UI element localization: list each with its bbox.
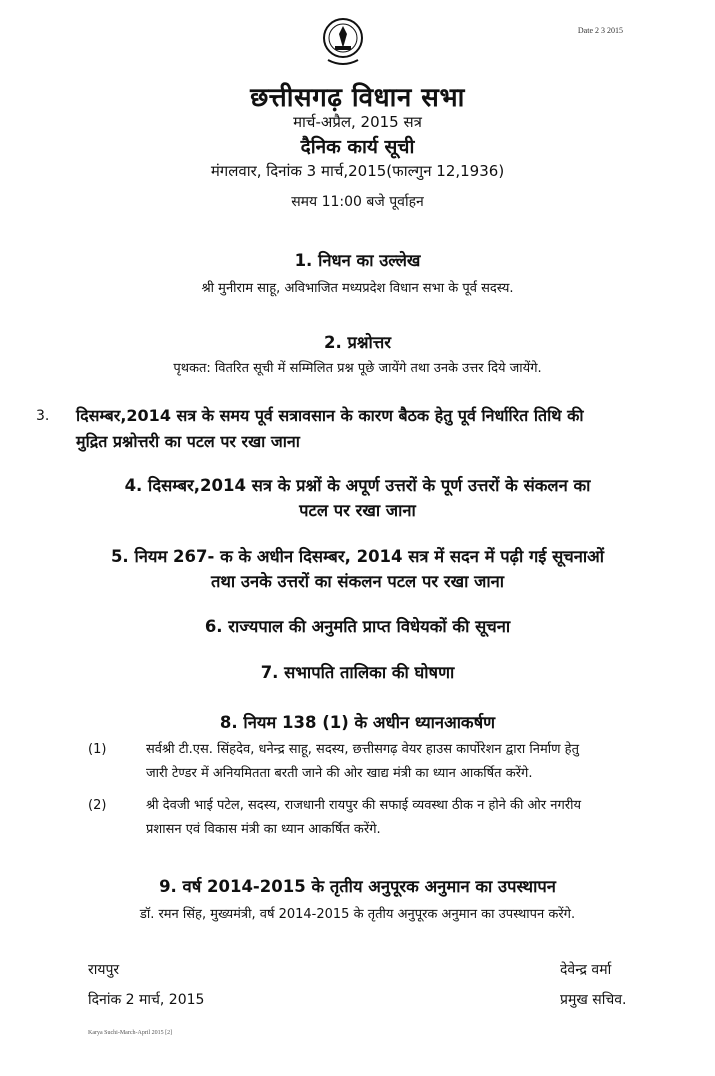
item-8-sub-2 — [88, 794, 708, 844]
item-1-text: श्री मुनीराम साहू, अविभाजित मध्यप्रदेश विधान सभा के पूर्व सदस्य. — [201, 281, 514, 296]
item-8-sub-1 — [88, 738, 708, 788]
footer-date: दिनांक 2 मार्च, 2015 — [88, 992, 205, 1008]
file-reference: Karya Suchi-March-April 2015 [2] — [88, 1030, 173, 1036]
agenda-title: दैनिक कार्य सूची — [300, 136, 415, 158]
item-5-line-1: 5. नियम 267- क के अधीन दिसम्बर, 2014 सत्र में सदन में पढ़ी गई सूचनाओं — [110, 547, 605, 566]
item-2-heading: 2. प्रश्नोत्तर — [324, 333, 391, 352]
item-4-line-1: 4. दिसम्बर,2014 सत्र के प्रश्नों के अपूर्ण उत्तरों के पूर्ण उत्तरों के संकलन का — [124, 476, 591, 495]
item-4-line-2: पटल पर रखा जाना — [299, 501, 416, 520]
item-3-line-2: मुद्रित प्रश्नोत्तरी का पटल पर रखा जाना — [76, 432, 300, 451]
signatory-title: प्रमुख सचिव. — [560, 992, 627, 1008]
item-1-heading: 1. निधन का उल्लेख — [294, 251, 421, 270]
item-6-heading: 6. राज्यपाल की अनुमति प्राप्त विधेयकों की सूचना — [204, 617, 511, 636]
item-8-sub-2-line-1: श्री देवजी भाई पटेल, सदस्य, राजधानी रायपुर की सफाई व्यवस्था ठीक न होने की ओर नगरीय — [146, 798, 582, 813]
item-8-sub-1-number: (1) — [88, 742, 107, 757]
item-2-text: पृथकत: वितरित सूची में सम्मिलित प्रश्न पूछे जायेंगे तथा उनके उत्तर दिये जायेंगे. — [173, 361, 542, 376]
item-8-sub-2-line-2: प्रशासन एवं विकास मंत्री का ध्यान आकर्षित करेंगे. — [146, 822, 381, 837]
footer-place: रायपुर — [88, 962, 120, 978]
item-9-text: डॉ. रमन सिंह, मुख्यमंत्री, वर्ष 2014-2015 के तृतीय अनुपूरक अनुमान का उपस्थापन करेंगे. — [139, 907, 576, 922]
item-7-heading: 7. सभापति तालिका की घोषणा — [260, 663, 455, 682]
item-3-line-1: दिसम्बर,2014 सत्र के समय पूर्व सत्रावसान के कारण बैठक हेतु पूर्व निर्धारित तिथि की — [76, 406, 584, 425]
item-3-number: 3. — [36, 408, 50, 424]
item-8-sub-1-line-1: सर्वश्री टी.एस. सिंहदेव, धनेन्द्र साहू, सदस्य, छत्तीसगढ़ वेयर हाउस कार्पोरेशन द्वारा निर्माण हेतु — [146, 742, 579, 757]
assembly-emblem-icon — [320, 16, 366, 70]
session-time: समय 11:00 बजे पूर्वाहन — [291, 194, 424, 210]
item-5-line-2: तथा उनके उत्तरों का संकलन पटल पर रखा जाना — [210, 572, 505, 591]
item-8-heading: 8. नियम 138 (1) के अधीन ध्यानआकर्षण — [219, 713, 496, 732]
item-8-sub-1-line-2: जारी टेण्डर में अनियमितता बरती जाने की ओर खाद्य मंत्री का ध्यान आकर्षित करेंगे. — [146, 766, 533, 781]
item-9-heading: 9. वर्ष 2014-2015 के तृतीय अनुपूरक अनुमान का उपस्थापन — [159, 877, 556, 896]
date-stamp: Date 2 3 2015 — [577, 26, 623, 35]
item-8-sub-2-number: (2) — [88, 798, 107, 813]
assembly-title: छत्तीसगढ़ विधान सभा — [250, 83, 465, 113]
signatory-name: देवेन्द्र वर्मा — [560, 962, 612, 978]
day-date: मंगलवार, दिनांक 3 मार्च,2015(फाल्गुन 12,1936) — [210, 162, 505, 180]
session-text: मार्च-अप्रैल, 2015 सत्र — [293, 113, 422, 131]
